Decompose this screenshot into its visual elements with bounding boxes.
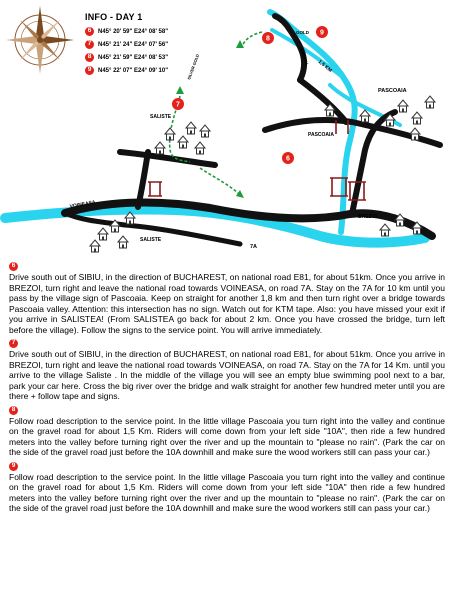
label-saliste-top: SALISTE — [150, 114, 172, 120]
road-gravel-link — [300, 80, 346, 122]
direction-section-6 — [9, 262, 445, 335]
marker-9 — [316, 26, 328, 38]
direction-section-8 — [9, 406, 445, 458]
label-voineasa: VOINEASA — [69, 199, 97, 210]
label-pascoaia-mid: PASCOAIA — [308, 132, 335, 138]
svg-text:9: 9 — [320, 29, 324, 37]
legend-coords: N45° 21' 59" E24° 08' 53" — [98, 54, 169, 61]
label-pascoaia-right: PASCOAIA — [378, 88, 407, 94]
label-road-7a: 7A — [250, 244, 258, 250]
label-saliste-bottom: SALISTE — [140, 237, 162, 243]
direction-text: Drive south out of SIBIU, in the direction of BUCHAREST, on national road E81, for about 51km. Once you arrive in BREZOI, turn right and leave the national road towards VOINEASA, on road 7A. Stay on the 7A for 10 km until you pass by the village sign of Pascoaia. Keep on straight for another 1,8 km and then turn right over a bridge towards Pascoaia valley. Attention: this intersection has no sign. Watch out for KTM tape. Also: you have missed your exit if you arrive in SALISTEA! (From SALISTEA go back for about 2 km. Once you have crossed the bridge, turn left before the village). Follow the signs to the service point. You will arrive immediately. — [9, 272, 445, 335]
direction-text: Follow road description to the service point. In the little village Pascoaia you turn right into the valley and continue on the gravel road for about 1,5 Km. Riders will come down from your left side "10A" then ride a few hundred meters into the valley before turning right over the river and up the mountain to "please no rain". (Park the car on the side of the gravel road just before the 10A downhill and make sure the wood workers still can pass your car.) — [9, 471, 445, 513]
route-map — [0, 0, 455, 258]
legend-row — [85, 53, 168, 62]
legend-row — [85, 66, 168, 75]
label-brezoi: BREZOI — [358, 214, 377, 220]
marker-badge: 7 — [9, 339, 18, 348]
legend-coords: N45° 22' 07" E24° 09' 10" — [98, 67, 169, 74]
direction-text: Drive south out of SIBIU, in the direction of BUCHAREST, on national road E81, for about 51km. Once you arrive in BREZOI, turn right and leave the national road towards VOINEASA, on road 7A. Stay on the 7A for 14 Km. until you arrive to the village Saliste . In the middle of the village you will see an empty blue swimming pool next to a bar, park your car here. Cross the big river over the bridge and walk straight for another few hundred meter until you are there + follow tape and signs. — [9, 349, 445, 401]
marker-7 — [172, 98, 184, 110]
label-gold: GOLD — [296, 30, 309, 35]
svg-text:7: 7 — [176, 101, 180, 109]
direction-section-7 — [9, 339, 445, 402]
direction-text: Follow road description to the service point. In the little village Pascoaia you turn right into the valley and continue on the gravel road for about 1,5 Km. Riders will come down from your left side "10A", then ride a few hundred meters into the valley before turning right over the river and up the mountain to "please no rain". (Park the car on the side of the gravel road just before the 10A downhill and make sure the wood workers still can pass your car.) — [9, 415, 445, 457]
marker-badge: 9 — [9, 462, 18, 471]
marker-badge: 8 — [85, 53, 94, 62]
legend-row — [85, 27, 168, 36]
label-lotru-river: LOTRU RIVER — [239, 226, 274, 240]
marker-8 — [262, 32, 274, 44]
directions — [9, 262, 445, 518]
marker-badge: 6 — [9, 262, 18, 271]
marker-6 — [282, 152, 294, 164]
marker-badge: 6 — [85, 27, 94, 36]
svg-text:6: 6 — [286, 155, 290, 163]
label-silver-gold: SILVER GOLD — [186, 53, 201, 81]
label-downhill-road: DOWNHILL — [299, 46, 310, 67]
marker-badge: 9 — [85, 66, 94, 75]
direction-section-9 — [9, 462, 445, 514]
legend-coords: N45° 20' 59" E24° 08' 58" — [98, 28, 169, 35]
legend-title: INFO - DAY 1 — [85, 12, 143, 22]
marker-badge: 7 — [85, 40, 94, 49]
label-distance: 1,5 KM — [316, 58, 333, 74]
compass-rose-icon — [6, 6, 74, 74]
legend-coords: N45° 21' 24" E24° 07' 56" — [98, 41, 169, 48]
legend-row — [85, 40, 168, 49]
trails — [170, 32, 262, 195]
svg-text:8: 8 — [266, 35, 270, 43]
marker-badge: 8 — [9, 406, 18, 415]
